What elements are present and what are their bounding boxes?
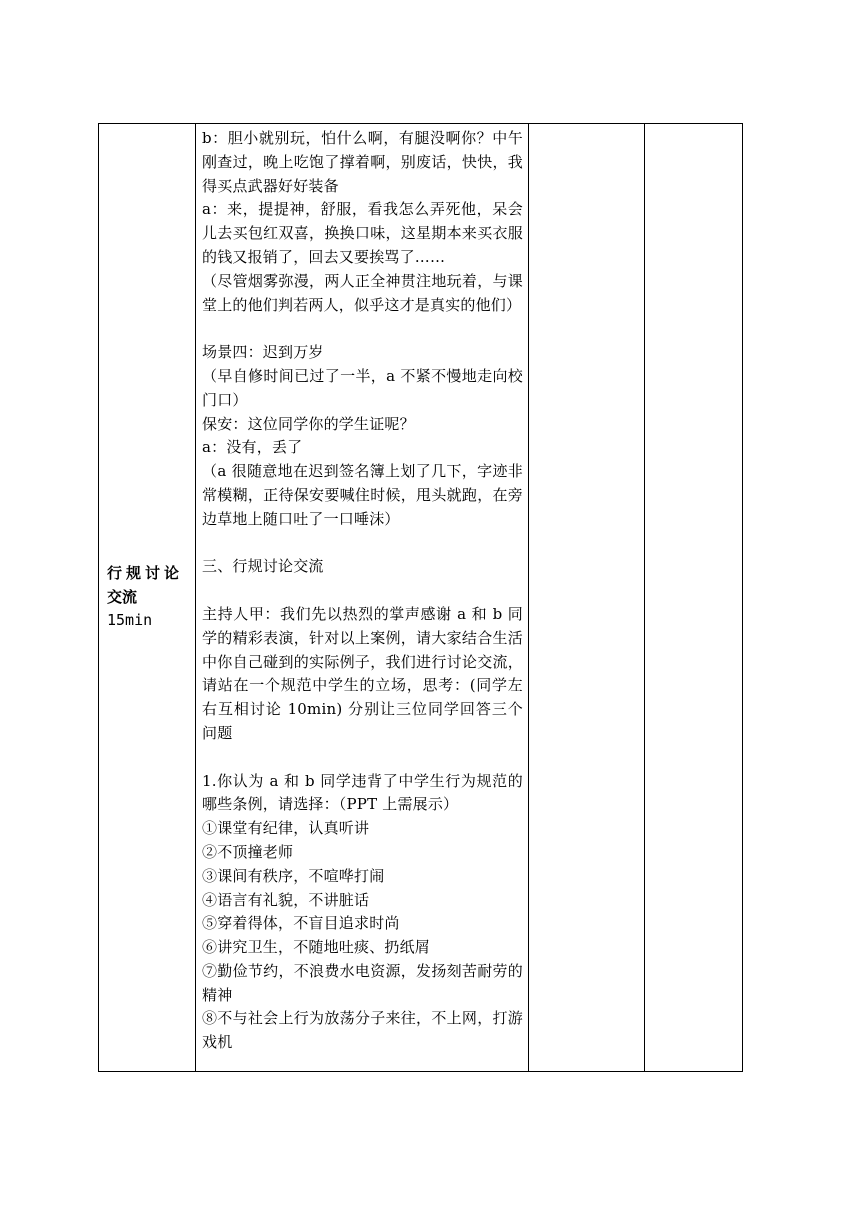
option-item: ③课间有秩序，不喧哗打闹 bbox=[202, 866, 385, 885]
scene-heading: 场景四：迟到万岁 bbox=[202, 343, 324, 362]
option-item: ②不顶撞老师 bbox=[202, 842, 294, 861]
question-1: 1.你认为 a 和 b 同学违背了中学生行为规范的哪些条例，请选择：（PPT 上需展示） bbox=[202, 771, 523, 814]
section-label-duration: 15min bbox=[107, 611, 153, 630]
section-heading: 三、行规讨论交流 bbox=[202, 557, 324, 576]
blank-line bbox=[202, 746, 523, 770]
option-item: ⑧不与社会上行为放荡分子来往，不上网，打游戏机 bbox=[202, 1009, 523, 1052]
dialogue-guard: 保安：这位同学你的学生证呢？ bbox=[202, 414, 415, 433]
lesson-plan-table bbox=[98, 123, 743, 1072]
option-item: ⑤穿着得体，不盲目追求时尚 bbox=[202, 914, 400, 933]
section-label-title-cont: 交流 bbox=[107, 587, 138, 606]
option-item: ⑥讲究卫生，不随地吐痰、扔纸屑 bbox=[202, 938, 431, 957]
blank-line bbox=[202, 317, 523, 341]
dialogue-a: a：来，提提神，舒服，看我怎么弄死他，呆会儿去买包红双喜，换换口味，这星期本来买衣服的钱又报销了，回去又要挨骂了…… bbox=[202, 200, 523, 266]
empty-cell-3 bbox=[529, 124, 645, 1072]
blank-line bbox=[202, 532, 523, 556]
option-item: ①课堂有纪律，认真听讲 bbox=[202, 819, 370, 838]
option-item: ⑦勤俭节约，不浪费水电资源，发扬刻苦耐劳的精神 bbox=[202, 961, 523, 1004]
stage-direction: （早自修时间已过了一半，a 不紧不慢地走向校门口） bbox=[202, 366, 523, 409]
section-label-title: 行规讨论 bbox=[107, 564, 184, 583]
blank-line bbox=[202, 579, 523, 603]
lesson-content-cell bbox=[196, 124, 529, 1072]
option-item: ④语言有礼貌，不讲脏话 bbox=[202, 890, 370, 909]
table-row bbox=[99, 124, 743, 1072]
host-speech: 主持人甲：我们先以热烈的掌声感谢 a 和 b 同学的精彩表演，针对以上案例，请大家结合生活中你自己碰到的实际例子，我们进行讨论交流，请站在一个规范中学生的立场，思考：(同学左右互相讨论 10min) 分别让三位同学回答三个问题 bbox=[202, 604, 523, 742]
section-label-cell bbox=[99, 124, 196, 1072]
dialogue-b: b：胆小就别玩，怕什么啊，有腿没啊你？中午刚查过，晚上吃饱了撑着啊，别废话，快快，我得买点武器好好装备 bbox=[202, 129, 523, 195]
empty-cell-4 bbox=[645, 124, 743, 1072]
stage-direction: （尽管烟雾弥漫，两人正全神贯注地玩着，与课堂上的他们判若两人，似乎这才是真实的他们） bbox=[202, 271, 523, 314]
dialogue-a: a：没有，丢了 bbox=[202, 438, 303, 457]
stage-direction: （a 很随意地在迟到签名簿上划了几下，字迹非常模糊，正待保安要喊住时候，甩头就跑，在旁边草地上随口吐了一口唾沫） bbox=[202, 462, 523, 528]
